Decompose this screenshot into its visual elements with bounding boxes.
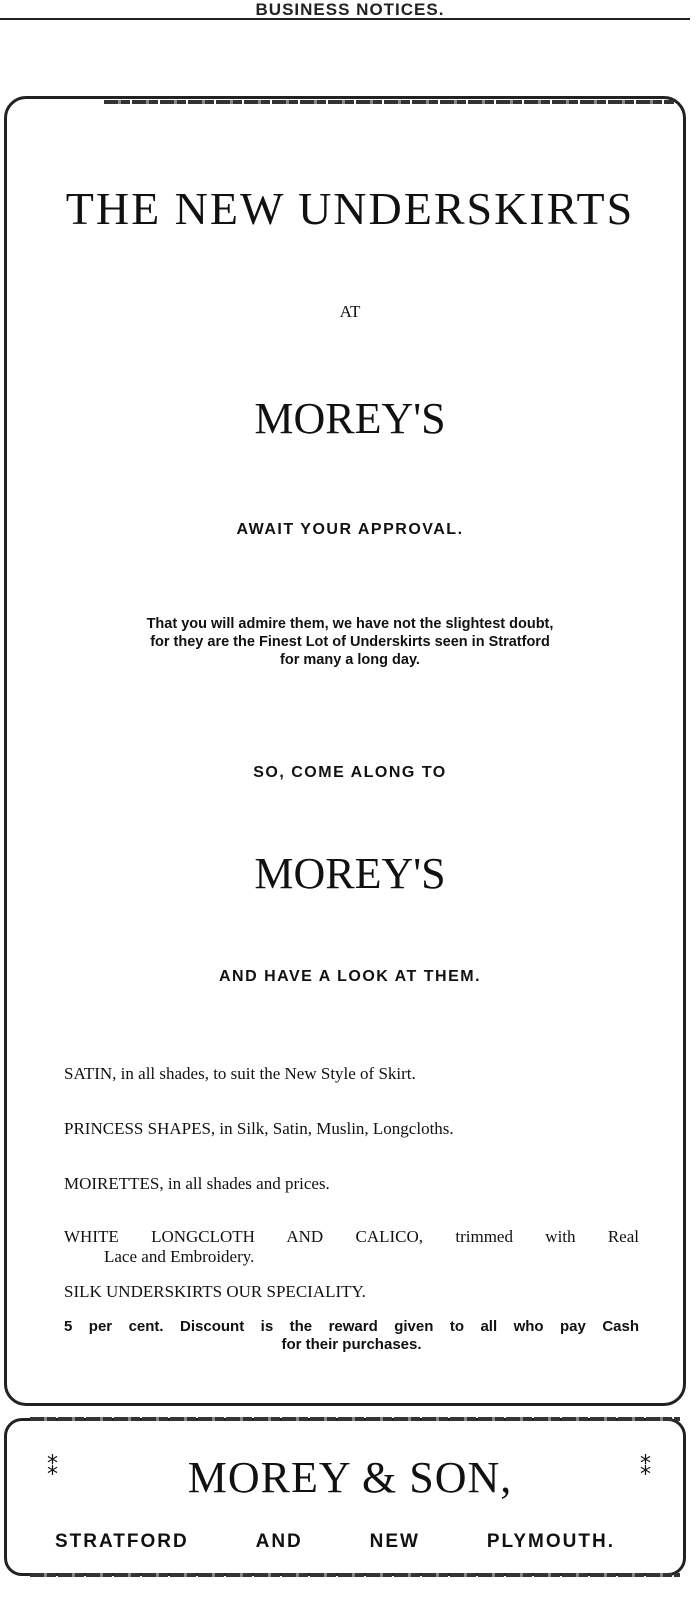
store-name-secondary: MOREY'S	[254, 849, 446, 898]
come-along: SO, COME ALONG TO	[253, 764, 447, 781]
discount-notice	[64, 1318, 639, 1354]
ornament-right: ⁑	[640, 1456, 651, 1481]
list-item-line: Lace and Embroidery.	[104, 1247, 255, 1266]
top-dashed-rule	[104, 100, 674, 104]
town-word: STRATFORD	[55, 1531, 189, 1552]
list-item: MOIRETTES, in all shades and prices.	[64, 1174, 330, 1193]
at-label: AT	[339, 302, 361, 321]
header-rule	[0, 18, 690, 20]
store-name-primary: MOREY'S	[254, 394, 446, 443]
list-item: PRINCESS SHAPES, in Silk, Satin, Muslin, Longcloths.	[64, 1119, 454, 1138]
ornament-left: ⁑	[47, 1456, 58, 1481]
list-item-line: WHITE LONGCLOTH AND CALICO, trimmed with Real	[64, 1227, 639, 1246]
list-item-speciality: SILK UNDERSKIRTS OUR SPECIALITY.	[64, 1282, 366, 1301]
advertisement-border	[4, 96, 686, 1406]
headline: THE NEW UNDERSKIRTS	[65, 183, 635, 234]
footer-top-dashed-rule	[30, 1417, 680, 1421]
section-header: BUSINESS NOTICES.	[255, 0, 445, 19]
town-word: NEW	[369, 1531, 420, 1552]
discount-line: 5 per cent. Discount is the reward given to all who pay Cash	[64, 1318, 639, 1335]
list-item-longcloth	[64, 1227, 639, 1267]
await-approval: AWAIT YOUR APPROVAL.	[236, 521, 464, 538]
firm-name: MOREY & SON,	[187, 1453, 513, 1502]
footer-bottom-dashed-rule	[30, 1573, 680, 1577]
paragraph-line: for many a long day.	[280, 652, 420, 668]
paragraph-line: That you will admire them, we have not the slightest doubt,	[146, 616, 554, 632]
town-word: AND	[255, 1531, 303, 1552]
have-a-look: AND HAVE A LOOK AT THEM.	[218, 968, 482, 985]
intro-paragraph	[50, 615, 650, 669]
paragraph-line: for they are the Finest Lot of Underskirts seen in Stratford	[150, 634, 550, 650]
towns-line	[55, 1531, 615, 1553]
list-item: SATIN, in all shades, to suit the New Style of Skirt.	[64, 1064, 416, 1083]
discount-line: for their purchases.	[281, 1336, 422, 1353]
town-word: PLYMOUTH.	[486, 1531, 615, 1552]
